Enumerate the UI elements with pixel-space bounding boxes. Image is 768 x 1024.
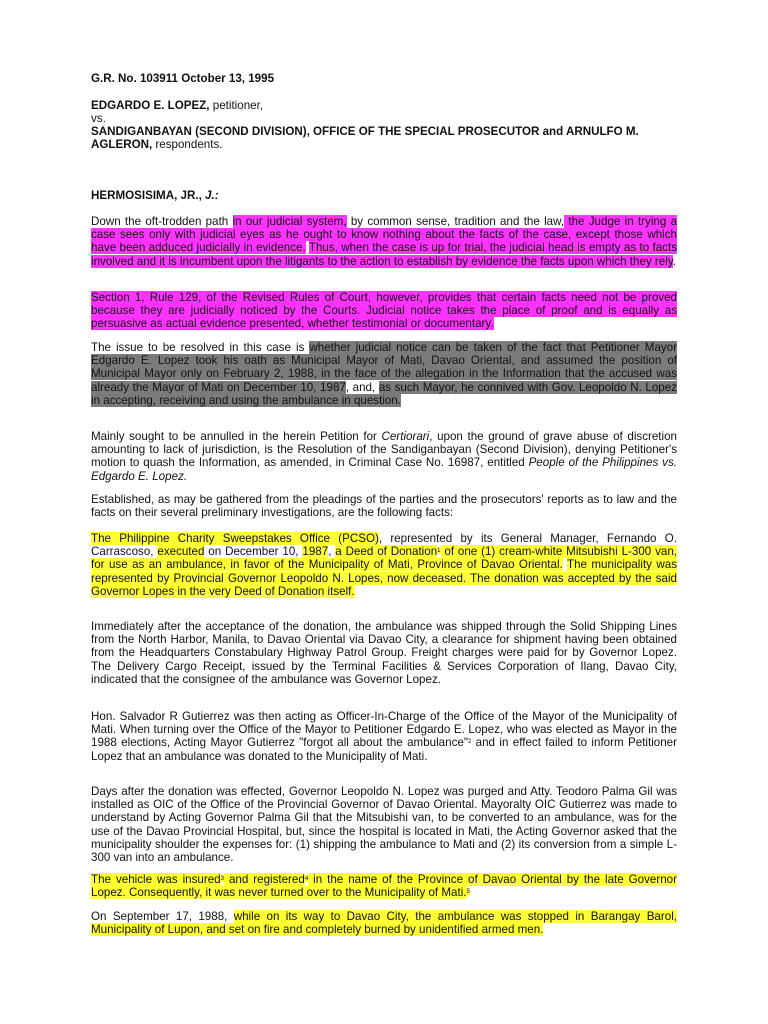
p3-highlight-d: as such Mayor, he connived with Gov. Leopoldo N. Lopez in accepting, receiving and using the ambulance in question. [91, 380, 677, 407]
paragraph-7: Immediately after the acceptance of the donation, the ambulance was shipped through the Solid Shipping Lines from the North Harbor, Manila, to Davao Oriental via Davao City, a clearance for shipment having been obtained from the Headquarters Constabulary Highway Patrol Group. Freight charges were paid for by Governor Lopez. The Delivery Cargo Receipt, issued by the Terminal Facilities & Services Corporation of Ilang, Davao City, indicated that the consignee of the ambulance was Governor Lopez. [91, 620, 677, 686]
case-number: G.R. No. 103911 October 13, 1995 [91, 72, 275, 85]
petitioner-name: EDGARDO E. LOPEZ, [91, 99, 210, 112]
petitioner-line [91, 99, 263, 112]
paragraph-10 [91, 873, 677, 899]
paragraph-9: Days after the donation was effected, Governor Leopoldo N. Lopez was purged and Atty. Teodoro Palma Gil was installed as OIC of the Office of the Provincial Governor of Davao Oriental. Mayoralty OIC Gutierrez was made to understand by Acting Governor Palma Gil that the Mitsubishi van, to be converted to an ambulance, was for the use of the Davao Provincial Hospital, but, since the hospital is located in Mati, the Acting Governor asked that the municipality shoulder the expenses for: (1) shipping the ambulance to Mati and (2) its conversion from a simple L-300 van into an ambulance. [91, 785, 677, 865]
paragraph-11 [91, 910, 677, 936]
paragraph-3 [91, 341, 677, 407]
p1-highlight-b: in our judicial system, [232, 215, 347, 228]
p4-certiorari: Certiorari [381, 430, 430, 443]
p6-text-f: , [328, 545, 336, 559]
footnote-3[interactable]: 3 [220, 876, 224, 882]
footnote-1[interactable]: 1 [437, 548, 441, 555]
p6-highlight-e: 1987 [302, 545, 329, 559]
ponente-line [91, 189, 219, 202]
p2-highlight: Section 1, Rule 129, of the Revised Rules of Court, however, provides that certain facts need not be proved because they are judicially noticed by the Courts. Judicial notice takes the place of proof and is equally as persuasive as actual evidence presented, whether testimonial or documentary. [91, 291, 677, 331]
p1-text-c: by common sense, tradition and the law, [346, 215, 565, 228]
paragraph-4 [91, 430, 677, 483]
p4-text-a: Mainly sought to be annulled in the herein Petition for [91, 430, 382, 443]
p6-highlight-k: The municipality was represented by Provincial Governor Leopoldo N. Lopes, now deceased. The donation was accepted by the said Governor Lopes in the very Deed of Donation itself. [91, 558, 678, 598]
p4-text-c: , upon the ground of grave abuse of discretion amounting to lack of jurisdiction, is the Resolution of the Sandiganbayan (Second Division), denying Petitioner's motion to quash the Information, as amended, in Criminal Case No. 16987, entitled [91, 430, 678, 470]
footnote-5[interactable]: 5 [466, 889, 470, 896]
p6-text-d: on December 10, [204, 545, 303, 559]
judge-name: HERMOSISIMA, JR., [91, 189, 202, 202]
p1-text-a: Down the oft-trodden path [91, 215, 233, 228]
respondents-role: respondents. [152, 138, 223, 152]
p6-highlight-i: of one (1) cream-white Mitsubishi L-300 van, for use as an ambulance, in favor of the Municipality of Mati, Province of Davao Oriental. [91, 545, 678, 572]
p8-text-c: and in effect failed to inform Petitioner Lopez that an ambulance was donated to the Municipality of Mati. [91, 736, 677, 763]
vs-line: vs. [91, 112, 106, 125]
p4-case-title: People of the Philippines vs. Edgardo E. Lopez. [91, 456, 677, 483]
p10-highlight-e: in the name of the Province of Davao Oriental by the late Governor Lopez. Consequently, it was never turned over to the Municipality of Mati. [91, 873, 677, 900]
p10-highlight-a: The vehicle was insured [91, 873, 221, 886]
p1-text-g: . [672, 254, 676, 268]
paragraph-2 [91, 291, 677, 331]
respondents-line [91, 125, 651, 151]
paragraph-1 [91, 215, 677, 268]
p11-highlight-b: while on its way to Davao City, the ambulance was stopped in Barangay Barol, Municipality of Lupon, and set on fire and completely burned by unidentified armed men. [91, 910, 677, 937]
p6-highlight-c: executed [157, 545, 205, 559]
petitioner-role: petitioner, [209, 99, 264, 112]
p3-highlight-b: whether judicial notice can be taken of the fact that Petitioner Mayor Edgardo E. Lopez took his oath as Municipal Mayor of Mati, Davao Oriental, and assumed the position of Municipal Mayor only on February 2, 1988, in the face of the allegation in the Information that the accused was already the Mayor of Mati on December 10, 1987 [91, 341, 677, 394]
p8-text-a: Hon. Salvador R Gutierrez was then acting as Officer-In-Charge of the Office of the Mayor of the Municipality of Mati. When turning over the Office of the Mayor to Petitioner Edgardo E. Lopez, who was elected as Mayor in the 1988 elections, Acting Mayor Gutierrez "forgot all about the ambulance" [91, 710, 677, 750]
footnote-4[interactable]: 4 [304, 876, 309, 882]
p6-text-b: , represented by its General Manager, Fernando O. Carrascoso, [91, 532, 677, 559]
paragraph-8 [91, 710, 677, 763]
p11-text-a: On September 17, 1988, [91, 910, 234, 923]
p6-highlight-a: The Philippine Charity Sweepstakes Office (PCSO) [91, 532, 379, 545]
p3-text-c: , and, [345, 380, 379, 394]
paragraph-6 [91, 532, 677, 598]
footnote-2[interactable]: 2 [467, 739, 472, 746]
p10-highlight-c: and registered [223, 873, 305, 886]
p3-text-a: The issue to be resolved in this case is [91, 341, 310, 354]
p1-highlight-d: the Judge in trying a case sees only with judicial eyes as he ought to know nothing about the facts of the case, except those which have been adduced judicially in evidence. [91, 215, 678, 255]
paragraph-5: Established, as may be gathered from the pleadings of the parties and the prosecutors' reports as to law and the facts on their several preliminary investigations, are the following facts: [91, 493, 677, 520]
p6-highlight-g: a Deed of Donation [335, 545, 438, 559]
judge-title: J.: [201, 189, 219, 202]
respondents-names: SANDIGANBAYAN (SECOND DIVISION), OFFICE OF THE SPECIAL PROSECUTOR and ARNULFO M. AGLERON, [91, 125, 639, 152]
p1-highlight-f: Thus, when the case is up for trial, the judicial head is empty as to facts involved and it is incumbent upon the litigants to the action to establish by evidence the facts upon which they rely [91, 241, 677, 268]
